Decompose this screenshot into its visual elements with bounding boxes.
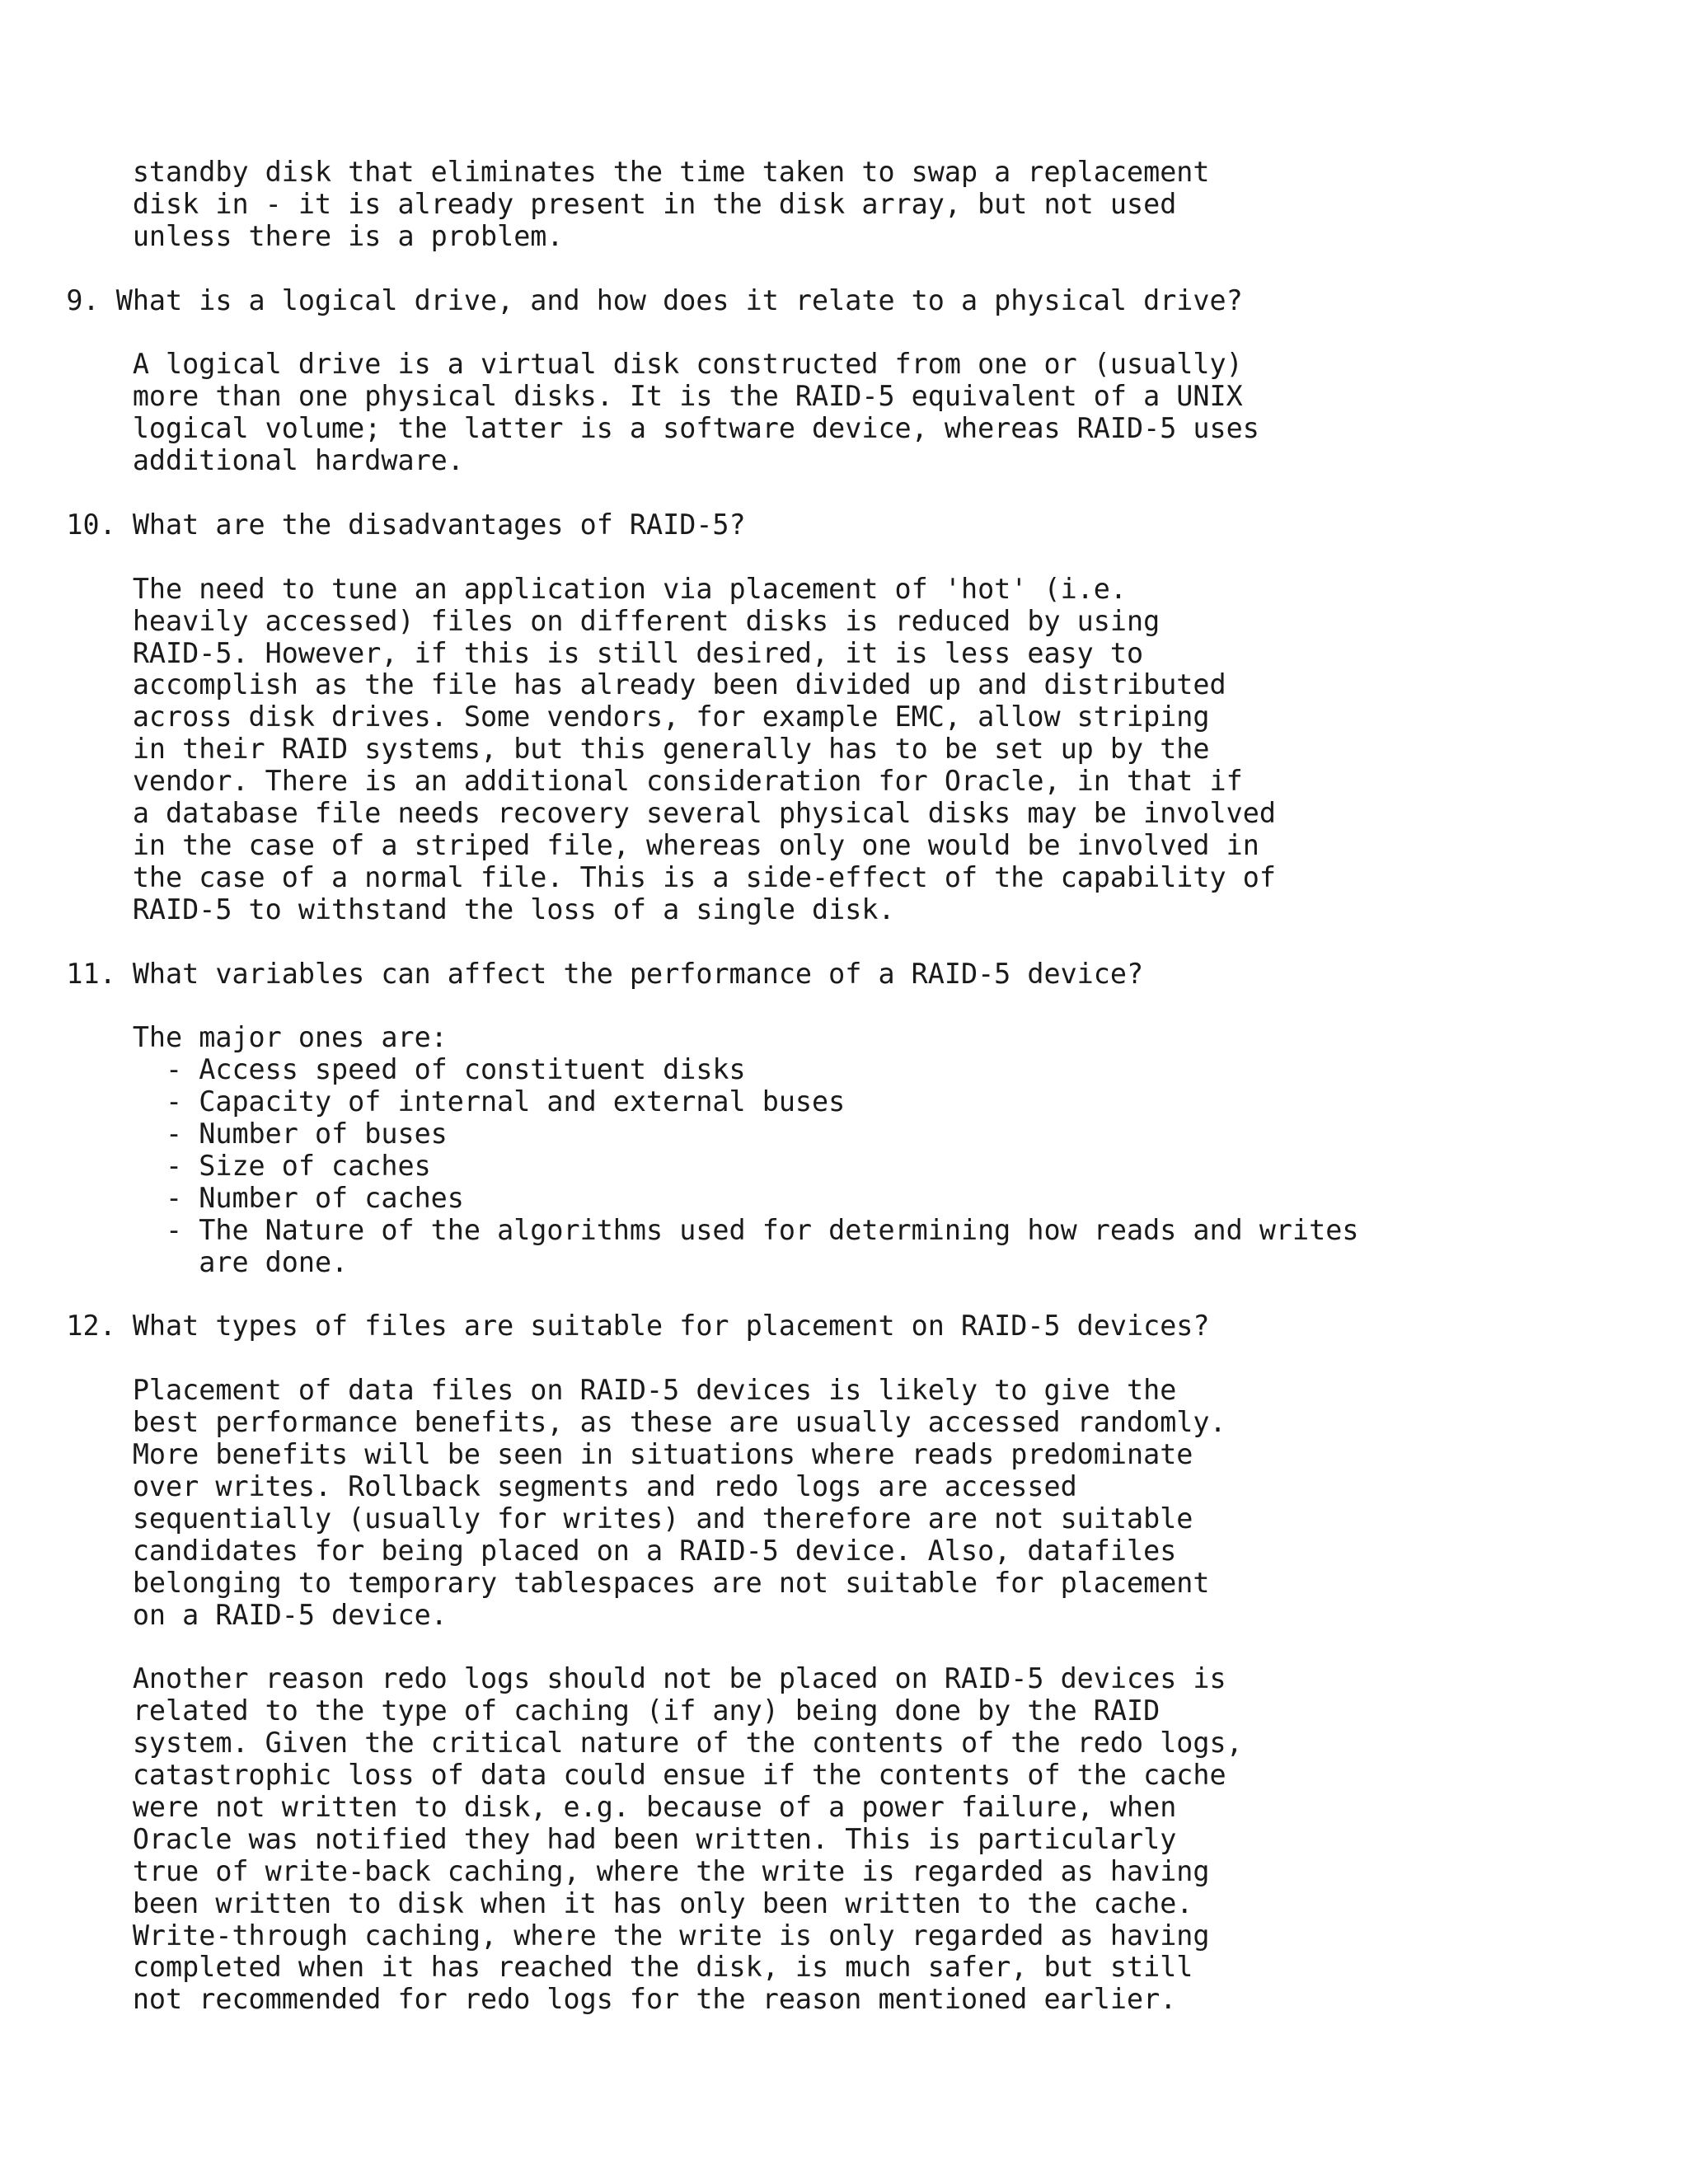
list-item: - Number of buses <box>0 1118 448 1150</box>
text-line: heavily accessed) files on different disks is reduced by using <box>0 604 1160 637</box>
question-heading: 11. What variables can affect the performance of a RAID-5 device? <box>0 957 1144 990</box>
text-line: The need to tune an application via placement of 'hot' (i.e. <box>0 572 1127 605</box>
text-line: on a RAID-5 device. <box>0 1598 448 1631</box>
text-line: disk in - it is already present in the disk array, but not used <box>0 187 1177 220</box>
text-line: not recommended for redo logs for the reason mentioned earlier. <box>0 1983 1177 2016</box>
question-heading: 10. What are the disadvantages of RAID-5? <box>0 508 746 541</box>
text-line: system. Given the critical nature of the contents of the redo logs, <box>0 1727 1243 1760</box>
text-line: The major ones are: <box>0 1021 448 1054</box>
text-line: unless there is a problem. <box>0 219 564 252</box>
text-line: Oracle was notified they had been written. This is particularly <box>0 1822 1177 1855</box>
text-line: accomplish as the file has already been divided up and distributed <box>0 668 1226 701</box>
text-line: Placement of data files on RAID-5 devices is likely to give the <box>0 1374 1177 1407</box>
list-item: are done. <box>0 1245 349 1278</box>
text-line: vendor. There is an additional consideration for Oracle, in that if <box>0 765 1243 798</box>
text-line: completed when it has reached the disk, is much safer, but still <box>0 1951 1193 1984</box>
text-line: catastrophic loss of data could ensue if the contents of the cache <box>0 1759 1226 1791</box>
text-line: Write-through caching, where the write is only regarded as having <box>0 1919 1210 1952</box>
text-line: the case of a normal file. This is a side-effect of the capability of <box>0 860 1276 893</box>
text-line: been written to disk when it has only been written to the cache. <box>0 1886 1193 1919</box>
list-item: - Number of caches <box>0 1181 464 1214</box>
text-line: more than one physical disks. It is the RAID-5 equivalent of a UNIX <box>0 380 1243 413</box>
text-line: over writes. Rollback segments and redo logs are accessed <box>0 1469 1077 1502</box>
text-line: in the case of a striped file, whereas only one would be involved in <box>0 828 1259 861</box>
list-item: - Access speed of constituent disks <box>0 1053 746 1086</box>
text-line: additional hardware. <box>0 444 464 477</box>
question-heading: 9. What is a logical drive, and how does it relate to a physical drive? <box>0 284 1243 316</box>
text-line: More benefits will be seen in situations where reads predominate <box>0 1438 1193 1470</box>
question-heading: 12. What types of files are suitable for placement on RAID-5 devices? <box>0 1310 1210 1343</box>
list-item: - Size of caches <box>0 1149 431 1182</box>
text-line: best performance benefits, as these are usually accessed randomly. <box>0 1406 1226 1439</box>
text-line: standby disk that eliminates the time taken to swap a replacement <box>0 156 1210 188</box>
text-line: logical volume; the latter is a software device, whereas RAID-5 uses <box>0 412 1259 445</box>
text-line: candidates for being placed on a RAID-5 device. Also, datafiles <box>0 1534 1177 1567</box>
text-line: in their RAID systems, but this generally has to be set up by the <box>0 733 1210 766</box>
text-line: were not written to disk, e.g. because of a power failure, when <box>0 1790 1177 1823</box>
text-line: belonging to temporary tablespaces are not suitable for placement <box>0 1566 1210 1599</box>
text-line: related to the type of caching (if any) being done by the RAID <box>0 1694 1160 1727</box>
text-line: sequentially (usually for writes) and therefore are not suitable <box>0 1502 1193 1535</box>
list-item: - The Nature of the algorithms used for determining how reads and writes <box>0 1213 1359 1246</box>
text-line: a database file needs recovery several physical disks may be involved <box>0 797 1276 829</box>
text-line: Another reason redo logs should not be placed on RAID-5 devices is <box>0 1662 1226 1695</box>
text-line: RAID-5 to withstand the loss of a single disk. <box>0 893 895 926</box>
text-line: RAID-5. However, if this is still desired, it is less easy to <box>0 636 1144 669</box>
text-line: across disk drives. Some vendors, for example EMC, allow striping <box>0 701 1210 733</box>
list-item: - Capacity of internal and external buses <box>0 1085 846 1118</box>
text-line: true of write-back caching, where the write is regarded as having <box>0 1854 1210 1887</box>
text-line: A logical drive is a virtual disk constructed from one or (usually) <box>0 348 1243 381</box>
